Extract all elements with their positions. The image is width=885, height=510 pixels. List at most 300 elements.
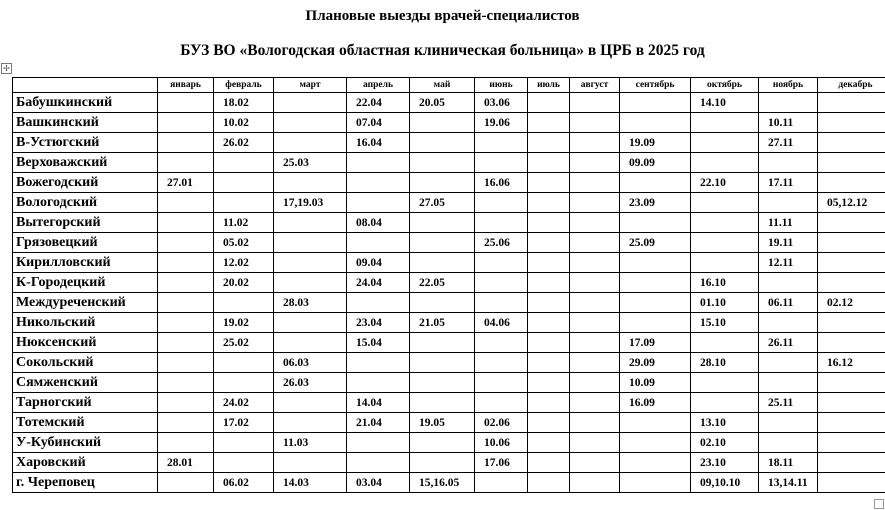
visit-date-cell xyxy=(528,413,570,433)
visit-date-cell xyxy=(818,153,885,173)
schedule-table xyxy=(12,77,885,493)
district-name-cell: Тарногский xyxy=(13,393,158,413)
visit-date-cell xyxy=(347,353,410,373)
table-row xyxy=(13,173,885,193)
visit-date-cell xyxy=(158,413,214,433)
visit-date-cell xyxy=(528,333,570,353)
visit-date-cell: 28.10 xyxy=(691,353,759,373)
visit-date-cell: 28.01 xyxy=(158,453,214,473)
visit-date-cell xyxy=(570,473,620,493)
visit-date-cell: 27.01 xyxy=(158,173,214,193)
visit-date-cell: 11.02 xyxy=(214,213,274,233)
visit-date-cell xyxy=(158,433,214,453)
visit-date-cell: 19.11 xyxy=(759,233,818,253)
visit-date-cell: 25.03 xyxy=(274,153,347,173)
visit-date-cell xyxy=(570,173,620,193)
visit-date-cell xyxy=(158,233,214,253)
visit-date-cell xyxy=(410,433,475,453)
visit-date-cell xyxy=(620,473,691,493)
table-row xyxy=(13,433,885,453)
visit-date-cell xyxy=(158,153,214,173)
visit-date-cell: 09,10.10 xyxy=(691,473,759,493)
visit-date-cell xyxy=(410,233,475,253)
visit-date-cell: 04.06 xyxy=(475,313,528,333)
visit-date-cell: 26.03 xyxy=(274,373,347,393)
visit-date-cell: 15.10 xyxy=(691,313,759,333)
month-header-cell: ноябрь xyxy=(759,78,818,93)
month-header-cell: март xyxy=(274,78,347,93)
visit-date-cell xyxy=(528,173,570,193)
visit-date-cell xyxy=(759,353,818,373)
month-header-cell: июнь xyxy=(475,78,528,93)
visit-date-cell xyxy=(347,233,410,253)
visit-date-cell: 14.03 xyxy=(274,473,347,493)
district-name-cell: г. Череповец xyxy=(13,473,158,493)
visit-date-cell: 10.11 xyxy=(759,113,818,133)
visit-date-cell: 21.04 xyxy=(347,413,410,433)
visit-date-cell: 09.04 xyxy=(347,253,410,273)
visit-date-cell: 25.06 xyxy=(475,233,528,253)
visit-date-cell: 05,12.12 xyxy=(818,193,885,213)
visit-date-cell: 07.04 xyxy=(347,113,410,133)
visit-date-cell xyxy=(691,113,759,133)
visit-date-cell xyxy=(274,413,347,433)
visit-date-cell: 02.06 xyxy=(475,413,528,433)
visit-date-cell xyxy=(691,233,759,253)
visit-date-cell xyxy=(410,333,475,353)
visit-date-cell xyxy=(570,253,620,273)
visit-date-cell xyxy=(570,393,620,413)
visit-date-cell xyxy=(818,253,885,273)
visit-date-cell xyxy=(570,153,620,173)
visit-date-cell xyxy=(620,453,691,473)
visit-date-cell xyxy=(274,333,347,353)
visit-date-cell xyxy=(818,133,885,153)
visit-date-cell xyxy=(570,313,620,333)
visit-date-cell xyxy=(274,213,347,233)
visit-date-cell xyxy=(691,253,759,273)
visit-date-cell xyxy=(570,273,620,293)
visit-date-cell xyxy=(410,353,475,373)
visit-date-cell: 15,16.05 xyxy=(410,473,475,493)
visit-date-cell xyxy=(347,433,410,453)
document-title: Плановые выезды врачей-специалистов xyxy=(305,8,580,24)
visit-date-cell xyxy=(158,213,214,233)
visit-date-cell xyxy=(158,273,214,293)
month-header-cell: май xyxy=(410,78,475,93)
visit-date-cell: 17,19.03 xyxy=(274,193,347,213)
visit-date-cell xyxy=(274,173,347,193)
visit-date-cell: 03.04 xyxy=(347,473,410,493)
visit-date-cell xyxy=(158,353,214,373)
visit-date-cell: 11.03 xyxy=(274,433,347,453)
visit-date-cell: 19.09 xyxy=(620,133,691,153)
visit-date-cell: 12.02 xyxy=(214,253,274,273)
visit-date-cell: 26.11 xyxy=(759,333,818,353)
visit-date-cell: 17.09 xyxy=(620,333,691,353)
table-row xyxy=(13,293,885,313)
month-header-cell: апрель xyxy=(347,78,410,93)
visit-date-cell: 11.11 xyxy=(759,213,818,233)
visit-date-cell: 22.10 xyxy=(691,173,759,193)
district-name-cell: Вытегорский xyxy=(13,213,158,233)
visit-date-cell: 13,14.11 xyxy=(759,473,818,493)
visit-date-cell xyxy=(759,433,818,453)
visit-date-cell xyxy=(528,393,570,413)
visit-date-cell xyxy=(158,393,214,413)
table-resize-handle-icon[interactable] xyxy=(874,499,884,509)
visit-date-cell xyxy=(347,293,410,313)
visit-date-cell: 20.02 xyxy=(214,273,274,293)
visit-date-cell: 06.02 xyxy=(214,473,274,493)
month-header-cell: август xyxy=(570,78,620,93)
visit-date-cell: 16.04 xyxy=(347,133,410,153)
visit-date-cell xyxy=(158,293,214,313)
visit-date-cell: 27.11 xyxy=(759,133,818,153)
visit-date-cell xyxy=(691,333,759,353)
visit-date-cell: 23.10 xyxy=(691,453,759,473)
visit-date-cell: 28.03 xyxy=(274,293,347,313)
table-row xyxy=(13,233,885,253)
visit-date-cell: 14.04 xyxy=(347,393,410,413)
visit-date-cell xyxy=(410,153,475,173)
district-name-cell: У-Кубинский xyxy=(13,433,158,453)
visit-date-cell xyxy=(570,193,620,213)
visit-date-cell xyxy=(528,233,570,253)
table-row xyxy=(13,473,885,493)
visit-date-cell xyxy=(158,473,214,493)
month-header-cell: июль xyxy=(528,78,570,93)
visit-date-cell xyxy=(528,253,570,273)
visit-date-cell: 19.02 xyxy=(214,313,274,333)
table-move-handle-icon[interactable]: ✢ xyxy=(1,63,12,74)
visit-date-cell xyxy=(274,93,347,113)
table-row xyxy=(13,133,885,153)
visit-date-cell xyxy=(528,353,570,373)
visit-date-cell xyxy=(158,113,214,133)
visit-date-cell xyxy=(475,333,528,353)
visit-date-cell: 27.05 xyxy=(410,193,475,213)
visit-date-cell xyxy=(347,373,410,393)
visit-date-cell xyxy=(818,313,885,333)
visit-date-cell xyxy=(274,453,347,473)
visit-date-cell: 21.05 xyxy=(410,313,475,333)
district-name-cell: Харовский xyxy=(13,453,158,473)
visit-date-cell xyxy=(620,273,691,293)
visit-date-cell: 14.10 xyxy=(691,93,759,113)
visit-date-cell xyxy=(818,393,885,413)
visit-date-cell xyxy=(475,193,528,213)
district-name-cell: Вологодский xyxy=(13,193,158,213)
visit-date-cell xyxy=(620,413,691,433)
visit-date-cell xyxy=(214,433,274,453)
visit-date-cell xyxy=(818,473,885,493)
document-subtitle: БУЗ ВО «Вологодская областная клиническая больница» в ЦРБ в 2025 год xyxy=(180,42,705,59)
visit-date-cell xyxy=(818,273,885,293)
district-name-cell: В-Устюгский xyxy=(13,133,158,153)
visit-date-cell xyxy=(347,453,410,473)
visit-date-cell xyxy=(620,213,691,233)
visit-date-cell: 17.11 xyxy=(759,173,818,193)
visit-date-cell xyxy=(274,393,347,413)
visit-date-cell: 24.02 xyxy=(214,393,274,413)
table-body xyxy=(13,93,885,493)
visit-date-cell xyxy=(691,213,759,233)
table-row xyxy=(13,353,885,373)
visit-date-cell xyxy=(620,433,691,453)
visit-date-cell xyxy=(528,373,570,393)
visit-date-cell xyxy=(570,113,620,133)
visit-date-cell: 19.05 xyxy=(410,413,475,433)
visit-date-cell: 23.09 xyxy=(620,193,691,213)
visit-date-cell xyxy=(570,353,620,373)
visit-date-cell xyxy=(475,393,528,413)
district-name-cell: Междуреченский xyxy=(13,293,158,313)
visit-date-cell xyxy=(570,333,620,353)
visit-date-cell xyxy=(158,133,214,153)
visit-date-cell xyxy=(475,133,528,153)
visit-date-cell: 16.10 xyxy=(691,273,759,293)
visit-date-cell xyxy=(620,293,691,313)
visit-date-cell: 16.12 xyxy=(818,353,885,373)
visit-date-cell xyxy=(570,293,620,313)
month-header-cell: сентябрь xyxy=(620,78,691,93)
visit-date-cell xyxy=(528,193,570,213)
visit-date-cell xyxy=(158,333,214,353)
visit-date-cell xyxy=(759,373,818,393)
visit-date-cell: 25.11 xyxy=(759,393,818,413)
visit-date-cell: 20.05 xyxy=(410,93,475,113)
visit-date-cell xyxy=(570,233,620,253)
visit-date-cell xyxy=(528,153,570,173)
visit-date-cell xyxy=(158,253,214,273)
visit-date-cell xyxy=(528,293,570,313)
visit-date-cell xyxy=(620,113,691,133)
visit-date-cell xyxy=(214,293,274,313)
visit-date-cell xyxy=(620,173,691,193)
visit-date-cell xyxy=(347,193,410,213)
visit-date-cell xyxy=(818,433,885,453)
visit-date-cell xyxy=(158,313,214,333)
visit-date-cell xyxy=(528,273,570,293)
table-row xyxy=(13,333,885,353)
visit-date-cell xyxy=(570,373,620,393)
visit-date-cell xyxy=(274,253,347,273)
visit-date-cell xyxy=(475,213,528,233)
visit-date-cell: 09.09 xyxy=(620,153,691,173)
visit-date-cell xyxy=(410,373,475,393)
month-header-cell: январь xyxy=(158,78,214,93)
visit-date-cell xyxy=(691,133,759,153)
visit-date-cell xyxy=(528,313,570,333)
visit-date-cell: 26.02 xyxy=(214,133,274,153)
district-name-cell: Никольский xyxy=(13,313,158,333)
visit-date-cell xyxy=(691,373,759,393)
table-row xyxy=(13,453,885,473)
visit-date-cell xyxy=(475,273,528,293)
table-row xyxy=(13,93,885,113)
visit-date-cell xyxy=(528,93,570,113)
visit-date-cell xyxy=(158,93,214,113)
visit-date-cell xyxy=(570,413,620,433)
visit-date-cell xyxy=(570,453,620,473)
visit-date-cell: 06.11 xyxy=(759,293,818,313)
visit-date-cell xyxy=(475,293,528,313)
district-name-cell: Сокольский xyxy=(13,353,158,373)
visit-date-cell: 08.04 xyxy=(347,213,410,233)
visit-date-cell: 10.09 xyxy=(620,373,691,393)
visit-date-cell: 06.03 xyxy=(274,353,347,373)
table-row xyxy=(13,413,885,433)
visit-date-cell xyxy=(475,253,528,273)
visit-date-cell xyxy=(818,333,885,353)
visit-date-cell xyxy=(274,233,347,253)
table-row xyxy=(13,153,885,173)
visit-date-cell xyxy=(691,393,759,413)
visit-date-cell xyxy=(410,253,475,273)
visit-date-cell xyxy=(759,273,818,293)
visit-date-cell xyxy=(410,453,475,473)
month-header-cell: февраль xyxy=(214,78,274,93)
visit-date-cell xyxy=(818,373,885,393)
table-row xyxy=(13,193,885,213)
district-name-cell: Вашкинский xyxy=(13,113,158,133)
visit-date-cell xyxy=(528,453,570,473)
visit-date-cell xyxy=(214,153,274,173)
visit-date-cell: 25.09 xyxy=(620,233,691,253)
district-name-cell: Кирилловский xyxy=(13,253,158,273)
visit-date-cell: 03.06 xyxy=(475,93,528,113)
visit-date-cell xyxy=(818,213,885,233)
visit-date-cell: 12.11 xyxy=(759,253,818,273)
visit-date-cell xyxy=(528,433,570,453)
month-header-cell: декабрь xyxy=(818,78,885,93)
visit-date-cell: 02.12 xyxy=(818,293,885,313)
visit-date-cell: 15.04 xyxy=(347,333,410,353)
header-corner-cell xyxy=(13,78,158,93)
visit-date-cell: 25.02 xyxy=(214,333,274,353)
visit-date-cell: 19.06 xyxy=(475,113,528,133)
visit-date-cell xyxy=(274,313,347,333)
visit-date-cell xyxy=(158,373,214,393)
district-name-cell: Верховажский xyxy=(13,153,158,173)
visit-date-cell xyxy=(691,153,759,173)
visit-date-cell xyxy=(158,193,214,213)
visit-date-cell xyxy=(274,133,347,153)
visit-date-cell: 02.10 xyxy=(691,433,759,453)
visit-date-cell xyxy=(214,453,274,473)
visit-date-cell xyxy=(475,153,528,173)
visit-date-cell xyxy=(347,153,410,173)
district-name-cell: Бабушкинский xyxy=(13,93,158,113)
visit-date-cell xyxy=(475,353,528,373)
visit-date-cell xyxy=(818,93,885,113)
visit-date-cell xyxy=(818,233,885,253)
visit-date-cell xyxy=(818,453,885,473)
visit-date-cell: 05.02 xyxy=(214,233,274,253)
visit-date-cell xyxy=(528,213,570,233)
visit-date-cell xyxy=(620,93,691,113)
visit-date-cell: 10.06 xyxy=(475,433,528,453)
visit-date-cell xyxy=(410,113,475,133)
visit-date-cell: 16.06 xyxy=(475,173,528,193)
visit-date-cell xyxy=(570,133,620,153)
visit-date-cell: 22.04 xyxy=(347,93,410,113)
district-name-cell: Вожегодский xyxy=(13,173,158,193)
visit-date-cell xyxy=(274,273,347,293)
table-row xyxy=(13,373,885,393)
district-name-cell: Сямженский xyxy=(13,373,158,393)
visit-date-cell xyxy=(818,173,885,193)
visit-date-cell: 18.11 xyxy=(759,453,818,473)
visit-date-cell xyxy=(570,93,620,113)
visit-date-cell xyxy=(759,313,818,333)
visit-date-cell xyxy=(410,173,475,193)
visit-date-cell xyxy=(691,193,759,213)
table-row xyxy=(13,393,885,413)
visit-date-cell xyxy=(410,293,475,313)
visit-date-cell xyxy=(410,393,475,413)
visit-date-cell xyxy=(528,133,570,153)
visit-date-cell xyxy=(410,133,475,153)
table-row xyxy=(13,213,885,233)
visit-date-cell xyxy=(818,413,885,433)
visit-date-cell xyxy=(570,213,620,233)
visit-date-cell xyxy=(214,173,274,193)
district-name-cell: Грязовецкий xyxy=(13,233,158,253)
table-row xyxy=(13,313,885,333)
visit-date-cell: 24.04 xyxy=(347,273,410,293)
district-name-cell: Тотемский xyxy=(13,413,158,433)
visit-date-cell xyxy=(274,113,347,133)
visit-date-cell xyxy=(759,193,818,213)
visit-date-cell xyxy=(620,253,691,273)
visit-date-cell xyxy=(759,413,818,433)
visit-date-cell xyxy=(475,373,528,393)
visit-date-cell xyxy=(475,473,528,493)
visit-date-cell xyxy=(759,153,818,173)
district-name-cell: Нюксенский xyxy=(13,333,158,353)
visit-date-cell: 17.02 xyxy=(214,413,274,433)
month-header-cell: октябрь xyxy=(691,78,759,93)
visit-date-cell: 17.06 xyxy=(475,453,528,473)
visit-date-cell xyxy=(214,353,274,373)
visit-date-cell: 22.05 xyxy=(410,273,475,293)
visit-date-cell xyxy=(818,113,885,133)
visit-date-cell xyxy=(347,173,410,193)
table-row xyxy=(13,113,885,133)
district-name-cell: К-Городецкий xyxy=(13,273,158,293)
visit-date-cell xyxy=(570,433,620,453)
visit-date-cell xyxy=(410,213,475,233)
visit-date-cell xyxy=(528,113,570,133)
visit-date-cell: 10.02 xyxy=(214,113,274,133)
visit-date-cell xyxy=(214,193,274,213)
visit-date-cell xyxy=(528,473,570,493)
visit-date-cell: 29.09 xyxy=(620,353,691,373)
table-header-row xyxy=(13,78,885,93)
visit-date-cell xyxy=(214,373,274,393)
table-row xyxy=(13,253,885,273)
visit-date-cell: 13.10 xyxy=(691,413,759,433)
visit-date-cell: 23.04 xyxy=(347,313,410,333)
visit-date-cell: 16.09 xyxy=(620,393,691,413)
visit-date-cell: 18.02 xyxy=(214,93,274,113)
table-row xyxy=(13,273,885,293)
visit-date-cell: 01.10 xyxy=(691,293,759,313)
visit-date-cell xyxy=(759,93,818,113)
visit-date-cell xyxy=(620,313,691,333)
